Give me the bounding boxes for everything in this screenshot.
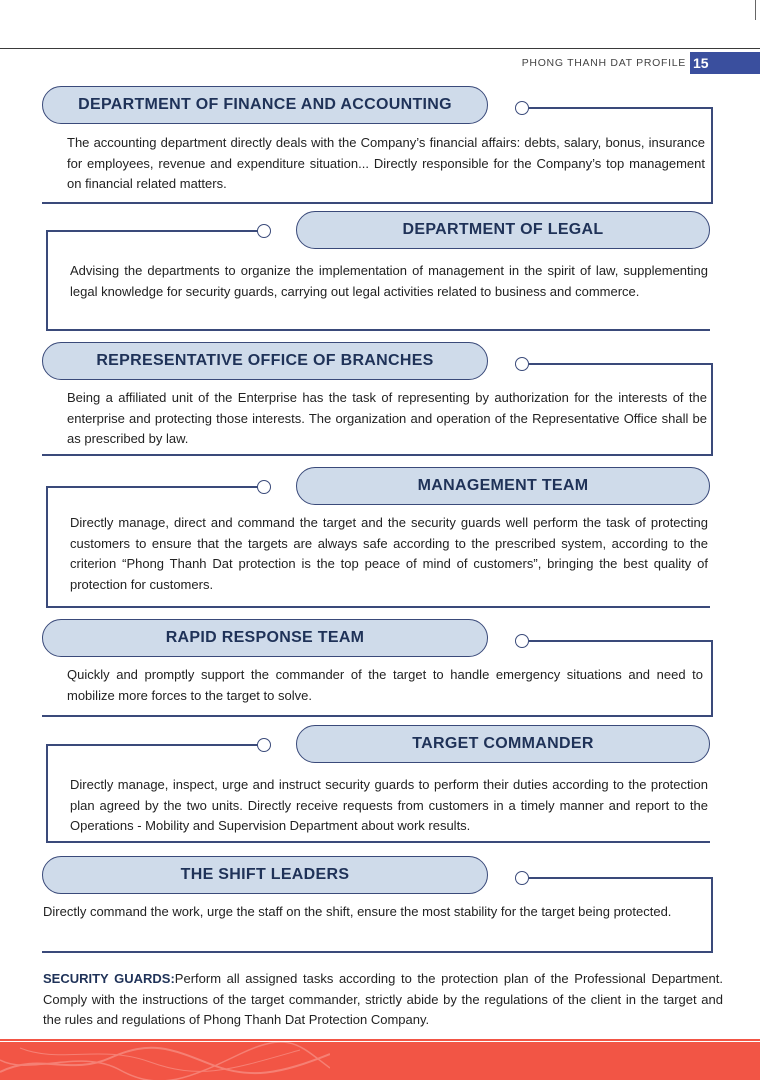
- section-title-legal: DEPARTMENT OF LEGAL: [296, 211, 710, 249]
- footer-rule: [0, 1039, 760, 1041]
- section-title-branches: REPRESENTATIVE OFFICE OF BRANCHES: [42, 342, 488, 380]
- connector-line: [711, 640, 713, 716]
- section-rule: [42, 951, 713, 953]
- connector-circle: [515, 357, 529, 371]
- security-guards-body: Perform all assigned tasks according to the protection plan of the Professional Department. Comply with the instructions of the target commander, strictly abide by the regulations of the client in the target and the rules and regulations of Phong Thanh Dat Protection Company.: [43, 971, 723, 1027]
- footer-ornament: [0, 1042, 330, 1080]
- security-guards-paragraph: [43, 969, 723, 1031]
- section-title-shift-leaders: THE SHIFT LEADERS: [42, 856, 488, 894]
- connector-circle: [515, 871, 529, 885]
- section-rule: [46, 606, 710, 608]
- section-body-finance: The accounting department directly deals with the Company’s financial affairs: debts, salary, bonus, insurance for employees, revenue and expenditure situation... Directly responsible for the Company’s top management on financial related matters.: [67, 135, 705, 191]
- connector-line: [46, 230, 48, 330]
- connector-circle: [515, 101, 529, 115]
- connector-line: [529, 363, 713, 365]
- section-rule: [46, 841, 710, 843]
- section-body-legal: Advising the departments to organize the implementation of management in the spirit of law, supplementing legal knowledge for security guards, carrying out legal activities related to business and commerce.: [70, 263, 708, 299]
- connector-line: [46, 744, 48, 842]
- section-body-target-commander: Directly manage, inspect, urge and instruct security guards to perform their duties according to the protection plan agreed by the two units. Directly receive requests from customers in a timely manner and report to the Operations - Mobility and Supervision Department about work results.: [70, 777, 708, 833]
- footer-band: [0, 1042, 760, 1080]
- connector-circle: [257, 738, 271, 752]
- section-rule: [42, 202, 713, 204]
- section-rule: [46, 329, 710, 331]
- section-rule: [42, 715, 713, 717]
- section-title-management: MANAGEMENT TEAM: [296, 467, 710, 505]
- header-rule: [0, 48, 760, 49]
- section-title-rapid-response: RAPID RESPONSE TEAM: [42, 619, 488, 657]
- section-body-rapid-response: Quickly and promptly support the commander of the target to handle emergency situations and need to mobilize more forces to the target to solve.: [67, 667, 703, 703]
- corner-rule: [755, 0, 760, 20]
- page-header: [522, 52, 760, 74]
- section-title-target-commander: TARGET COMMANDER: [296, 725, 710, 763]
- connector-line: [711, 877, 713, 952]
- connector-circle: [515, 634, 529, 648]
- connector-line: [711, 363, 713, 455]
- connector-line: [529, 107, 713, 109]
- section-body-shift-leaders: Directly command the work, urge the staff on the shift, ensure the most stability for the target being protected.: [43, 904, 672, 919]
- connector-line: [46, 230, 258, 232]
- section-body-management: Directly manage, direct and command the target and the security guards well perform the task of protecting customers to ensure that the targets are always safe according to the prescribed system, according to the criterion “Phong Thanh Dat protection is the top peace of mind of customers”, bringing the best quality of protection for customers.: [70, 515, 708, 592]
- connector-line: [46, 486, 48, 607]
- connector-circle: [257, 224, 271, 238]
- section-title-finance: DEPARTMENT OF FINANCE AND ACCOUNTING: [42, 86, 488, 124]
- connector-line: [46, 744, 258, 746]
- connector-line: [46, 486, 258, 488]
- page-number: 15: [690, 52, 760, 74]
- header-title: PHONG THANH DAT PROFILE: [521, 57, 686, 69]
- connector-line: [529, 877, 713, 879]
- connector-line: [529, 640, 713, 642]
- section-rule: [42, 454, 713, 456]
- section-body-branches: Being a affiliated unit of the Enterprise has the task of representing by authorization for the interests of the enterprise and protecting those interests. The organization and operation of the Representative Office shall be as prescribed by law.: [67, 390, 707, 446]
- security-guards-label: SECURITY GUARDS:: [43, 971, 175, 986]
- connector-line: [711, 107, 713, 203]
- connector-circle: [257, 480, 271, 494]
